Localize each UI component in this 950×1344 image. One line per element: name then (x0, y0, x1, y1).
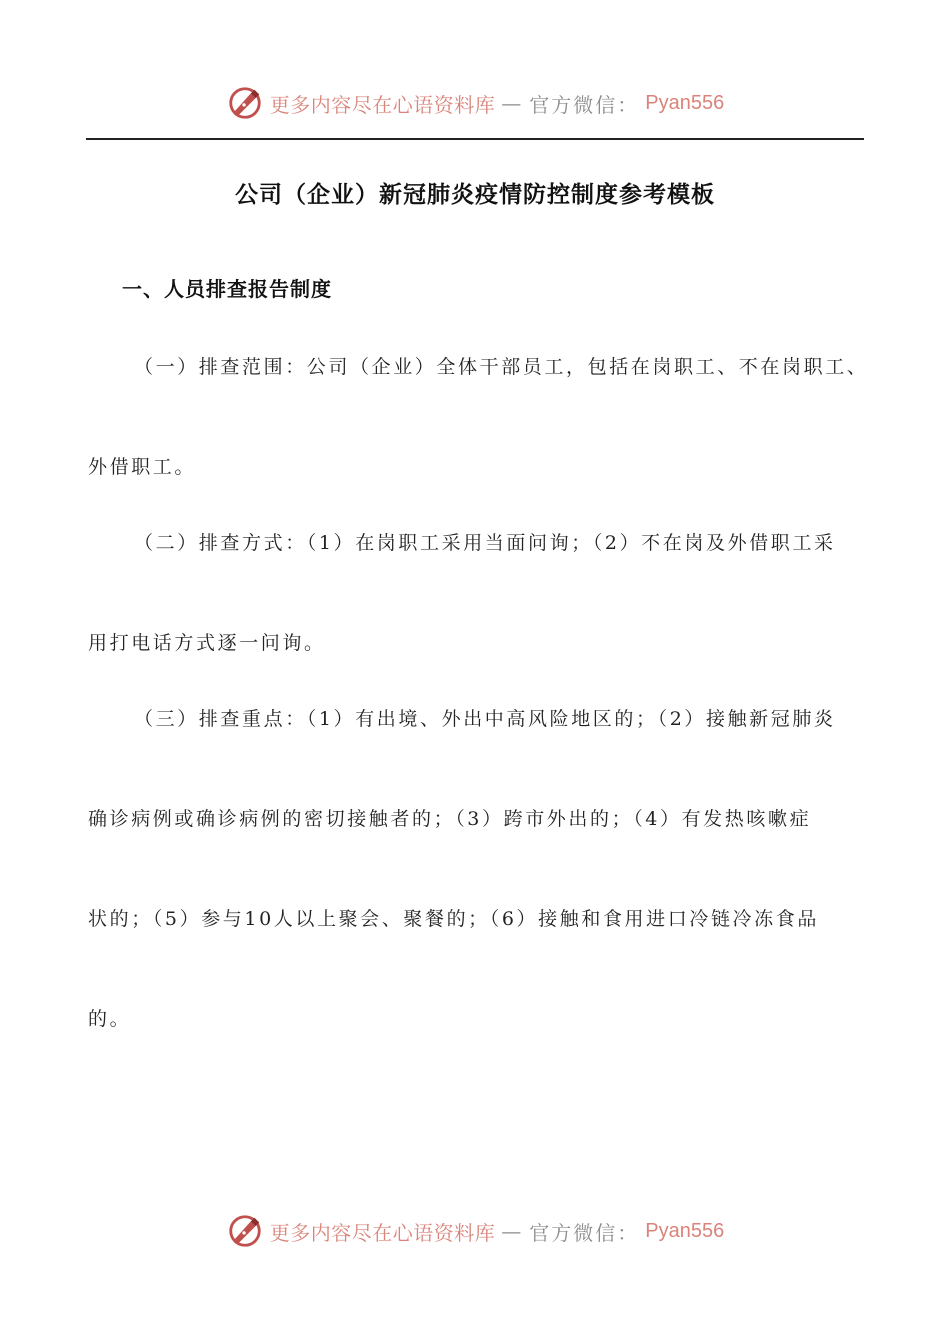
section-heading: 一、人员排查报告制度 (122, 277, 332, 301)
header-banner-main-text: 更多内容尽在心语资料库 (269, 92, 496, 117)
footer-banner-main-text: 更多内容尽在心语资料库 (269, 1220, 496, 1245)
page-header (0, 80, 950, 126)
paragraph-line: 的。 (88, 1008, 132, 1030)
header-banner-wechat-id: Pyan556 (645, 91, 725, 114)
pen-nib-logo-icon (226, 84, 264, 122)
header-banner-sub-text: 官方微信： (529, 92, 640, 117)
footer-banner-dash: — (501, 1219, 524, 1243)
paragraph-line: （三）排查重点：（1）有出境、外出中高风险地区的；（2）接触新冠肺炎 (134, 708, 836, 730)
pen-nib-logo-icon (226, 1212, 264, 1250)
footer-banner-wechat-id: Pyan556 (645, 1219, 725, 1242)
header-banner (226, 84, 724, 122)
paragraph-line: （二）排查方式：（1）在岗职工采用当面问询；（2）不在岗及外借职工采 (134, 532, 836, 554)
footer-banner (226, 1212, 724, 1250)
footer-banner-sub-text: 官方微信： (529, 1220, 640, 1245)
paragraph-line: 状的；（5）参与10人以上聚会、聚餐的；（6）接触和食用进口冷链冷冻食品 (88, 908, 819, 930)
paragraph-line: 确诊病例或确诊病例的密切接触者的；（3）跨市外出的；（4）有发热咳嗽症 (88, 808, 812, 830)
document-title: 公司（企业）新冠肺炎疫情防控制度参考模板 (235, 182, 715, 208)
paragraph-line: （一）排查范围：公司（企业）全体干部员工，包括在岗职工、不在岗职工、 (134, 356, 869, 378)
header-divider (86, 138, 864, 140)
paragraph-line: 用打电话方式逐一问询。 (88, 632, 326, 654)
paragraph-line: 外借职工。 (88, 456, 197, 478)
page-footer (0, 1208, 950, 1254)
header-banner-dash: — (501, 91, 524, 115)
